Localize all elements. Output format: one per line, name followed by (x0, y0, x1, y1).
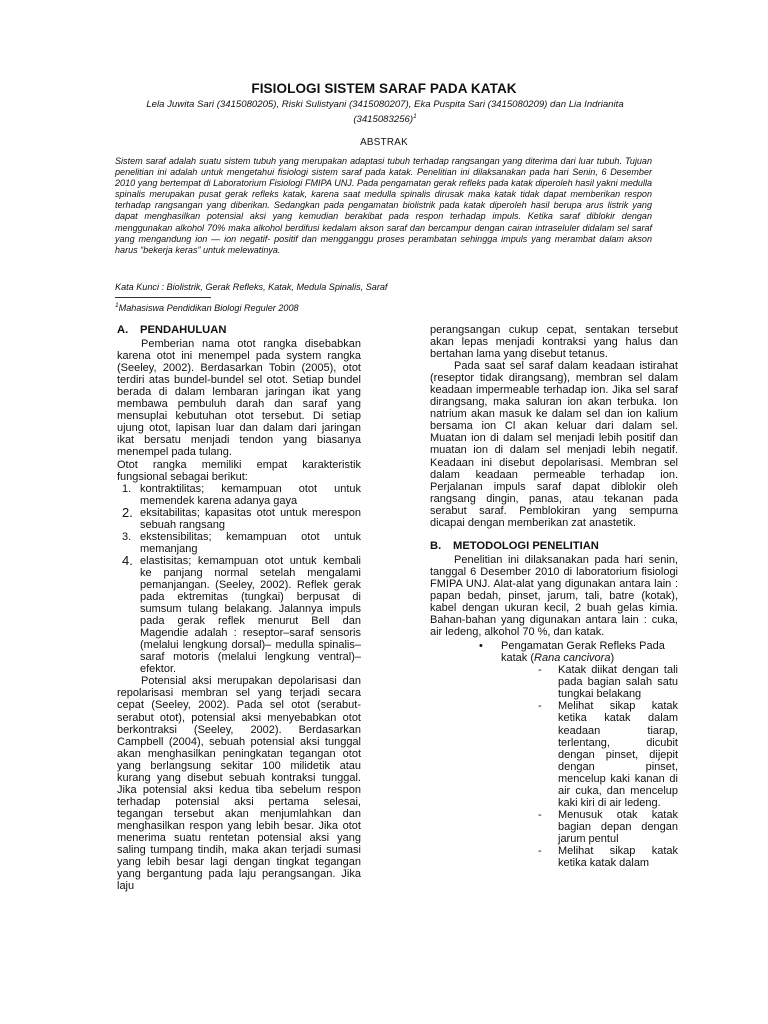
list-text: elastisitas; kemampuan otot untuk kembali ke panjang normal setelah mengalami pemanjangan. (Seeley, 2002). Reflek gerak pada ektremitas (tungkai) berpusat di sumsum tulang belakang. Jalannya impuls pada gerak reflek menurut Bell dan Magendie adalah : reseptor–saraf sensoris (melalui lengkung dorsal)– medulla spinalis–saraf motoris (melalui lengkung ventral)–efektor. (140, 554, 361, 676)
paragraph: Pemberian nama otot rangka disebabkan karena otot ini menempel pada system rangka (Seeley, 2002). Berdasarkan Tobin (2005), otot terdiri atas bundel-bundel sel otot. Setiap bundel berada di dalam lembaran jaringan ikat yang membawa pembuluh darah dan saraf yang mensuplai kebutuhan otot tersebut. Di setiap ujung otot, lapisan luar dan dalam dari jaringan ikat bersatu menjadi tendon yang biasanya menempel pada tulang. (117, 338, 361, 459)
paragraph: Penelitian ini dilaksanakan pada hari senin, tanggal 6 Desember 2010 di laboratorium fisiologi FMIPA UNJ. Alat-alat yang digunakan antara lain : papan bedah, pinset, jarum, tali, batre (kotak), kabel dengan ukuran kecil, 2 buah gelas kimia. Bahan-bahan yang digunakan antara lain : cuka, air ledeng, alkohol 70 %, dan katak. (430, 553, 678, 639)
list-text: kontraktilitas; kemampuan otot untuk memendek karena adanya gaya (140, 482, 361, 507)
footnote-mark: 1 (115, 302, 119, 309)
list-text: ekstensibilitas; kemampuan otot untuk memanjang (140, 530, 361, 555)
section-heading-metodologi (430, 540, 678, 552)
step-text: Melihat sikap katak ketika katak dalam keadaan tiarap, terlentang, dicubit dengan pinset, dijepit dengan pinset, mencelup kaki kanan di air cuka, dan mencelup kaki kiri di air ledeng. (558, 700, 678, 809)
paper-title: FISIOLOGI SISTEM SARAF PADA KATAK (251, 81, 517, 96)
list-number: 4. (122, 552, 133, 568)
abstract-heading: ABSTRAK (360, 137, 408, 148)
dash-mark: - (538, 664, 542, 677)
step-text: Katak diikat dengan tali pada bagian salah satu tungkai belakang (558, 664, 678, 701)
bullet-close: ) (610, 652, 615, 665)
dash-mark: - (538, 844, 542, 857)
right-column (430, 324, 678, 869)
footnote (115, 302, 515, 313)
dash-mark: - (538, 700, 542, 713)
step-text: Menusuk otak katak bagian depan dengan jarum pentul (558, 808, 678, 845)
dash-mark: - (538, 808, 542, 821)
list-item (117, 504, 361, 531)
list-item (117, 552, 361, 676)
step-text: Melihat sikap katak ketika katak dalam (558, 844, 678, 870)
list-number: 2. (122, 504, 133, 520)
abstract-body: Sistem saraf adalah suatu sistem tubuh yang merupakan adaptasi tubuh terhadap rangsangan yang diterima dari luar tubuh. Tujuan penelitian ini adalah untuk mengetahui fisiologi sistem saraf pada katak. Penelitian ini dilaksanakan pada hari Senin, 6 Desember 2010 yang bertempat di Laboratorium Fisiologi FMIPA UNJ. Pada pengamatan gerak refleks pada katak diperoleh hasil yakni medulla spinalis merupakan pusat gerak refleks katak, karena saat medulla spinalis dirusak maka katak tidak dapat memberikan respon terhadap rangsangan yang diberikan. Sedangkan pada pengamatan biolistrik pada katak diperoleh hasil berupa arus listrik yang dapat menghasilkan potensial aksi yang kemudian berakibat pada respon terhadap impuls. Ketika saraf diblokir dengan menggunakan alkohol 70% maka alkohol berdifusi kedalam akson saraf dan bercampur dengan cairan intraseluler didalam sel saraf yang mengandung ion — ion negatif- positif dan mengganggu proses perambatan sehingga impuls yang merambat dalam akson harus “bekerja keras” untuk melewatinya. (115, 156, 652, 255)
authors-line-1: Lela Juwita Sari (3415080205), Riski Sulistyani (3415080207), Eka Puspita Sari (3415080209) dan Lia Indrianita (146, 99, 624, 110)
paragraph: Pada saat sel saraf dalam keadaan istirahat (reseptor tidak dirangsang), membran sel dalam keadaan impermeable terhadap ion. Jika sel saraf dirangsang, maka saluran ion akan terbuka. Ion natrium akan masuk ke dalam sel dan ion kalium bersama ion Cl akan keluar dari dalam sel. Muatan ion di dalam sel menjadi lebih positif dan muatan ion di dalam sel menjadi lebih negatif. Keadaan ini disebut depolarisasi. Membran sel dalam keadaan permeable terhadap ion. Perjalanan impuls saraf dapat diblokir oleh rangsang dingin, panas, atau tekanan pada serabut saraf. Pemblokiran yang sempurna dicapai dengan memberikan zat anastetik. (430, 360, 678, 529)
bullet-label: Pengamatan Gerak Refleks Pada katak ( (501, 640, 665, 665)
species-name: Rana cancivora (534, 652, 611, 665)
procedure-step (534, 700, 678, 808)
list-text: eksitabilitas; kapasitas otot untuk merespon sebuah rangsang (140, 506, 361, 531)
left-column (117, 324, 361, 892)
list-item (117, 483, 361, 507)
list-number: 1. (122, 482, 132, 495)
characteristics-list (117, 483, 361, 676)
procedure-list (534, 664, 678, 869)
bullet-text (501, 640, 678, 664)
paragraph: Potensial aksi merupakan depolarisasi dan repolarisasi membran sel yang terjadi secara cepat (Seeley, 2002). Pada sel otot (serabut-serabut otot), potensial aksi menyebabkan otot berkontraksi (Seeley, 2002). Berdasarkan Campbell (2004), sebuah potensial aksi tunggal akan menghasilkan peningkatan tegangan otot yang berlangsung sekitar 100 milidetik atau kurang yang disebut sebuah kontraksi tunggal. Jika potensial aksi kedua tiba sebelum respon terhadap potensial aksi pertama selesai, tegangan tersebut akan menjumlahkan dan menghasilkan respon yang lebih besar. Jika otot menerima suatu rentetan potensial aksi yang saling tumpang tindih, maka akan terjadi sumasi yang lebih besar lagi dengan tingkat tegangan yang bergantung pada laju perangsangan. Jika laju (117, 675, 361, 893)
procedure-step (534, 809, 678, 845)
procedure-step (534, 845, 678, 869)
bullet-icon: • (479, 640, 483, 653)
footnote-divider (115, 297, 211, 298)
section-title: METODOLOGI PENELITIAN (453, 539, 599, 552)
authors-footnote-mark: 1 (413, 113, 417, 120)
authors-line-2: (3415083256) (353, 114, 414, 126)
paragraph: perangsangan cukup cepat, sentakan tersebut akan lepas menjadi kontraksi yang halus dan bertahan lama yang disebut tetanus. (430, 324, 678, 361)
paragraph: Otot rangka memiliki empat karakteristik fungsional sebagai berikut: (117, 458, 361, 483)
section-heading-pendahuluan (117, 324, 361, 336)
list-item (117, 531, 361, 555)
section-letter: B. (430, 539, 442, 552)
procedure-step (534, 664, 678, 700)
author-list (140, 99, 630, 126)
bullet-item (478, 640, 678, 664)
list-number: 3. (122, 530, 132, 543)
footnote-text: Mahasiswa Pendidikan Biologi Reguler 2008 (118, 303, 299, 314)
section-title: PENDAHULUAN (140, 324, 227, 336)
keywords: Kata Kunci : Biolistrik, Gerak Refleks, Katak, Medula Spinalis, Saraf (115, 282, 388, 292)
section-letter: A. (117, 324, 129, 336)
